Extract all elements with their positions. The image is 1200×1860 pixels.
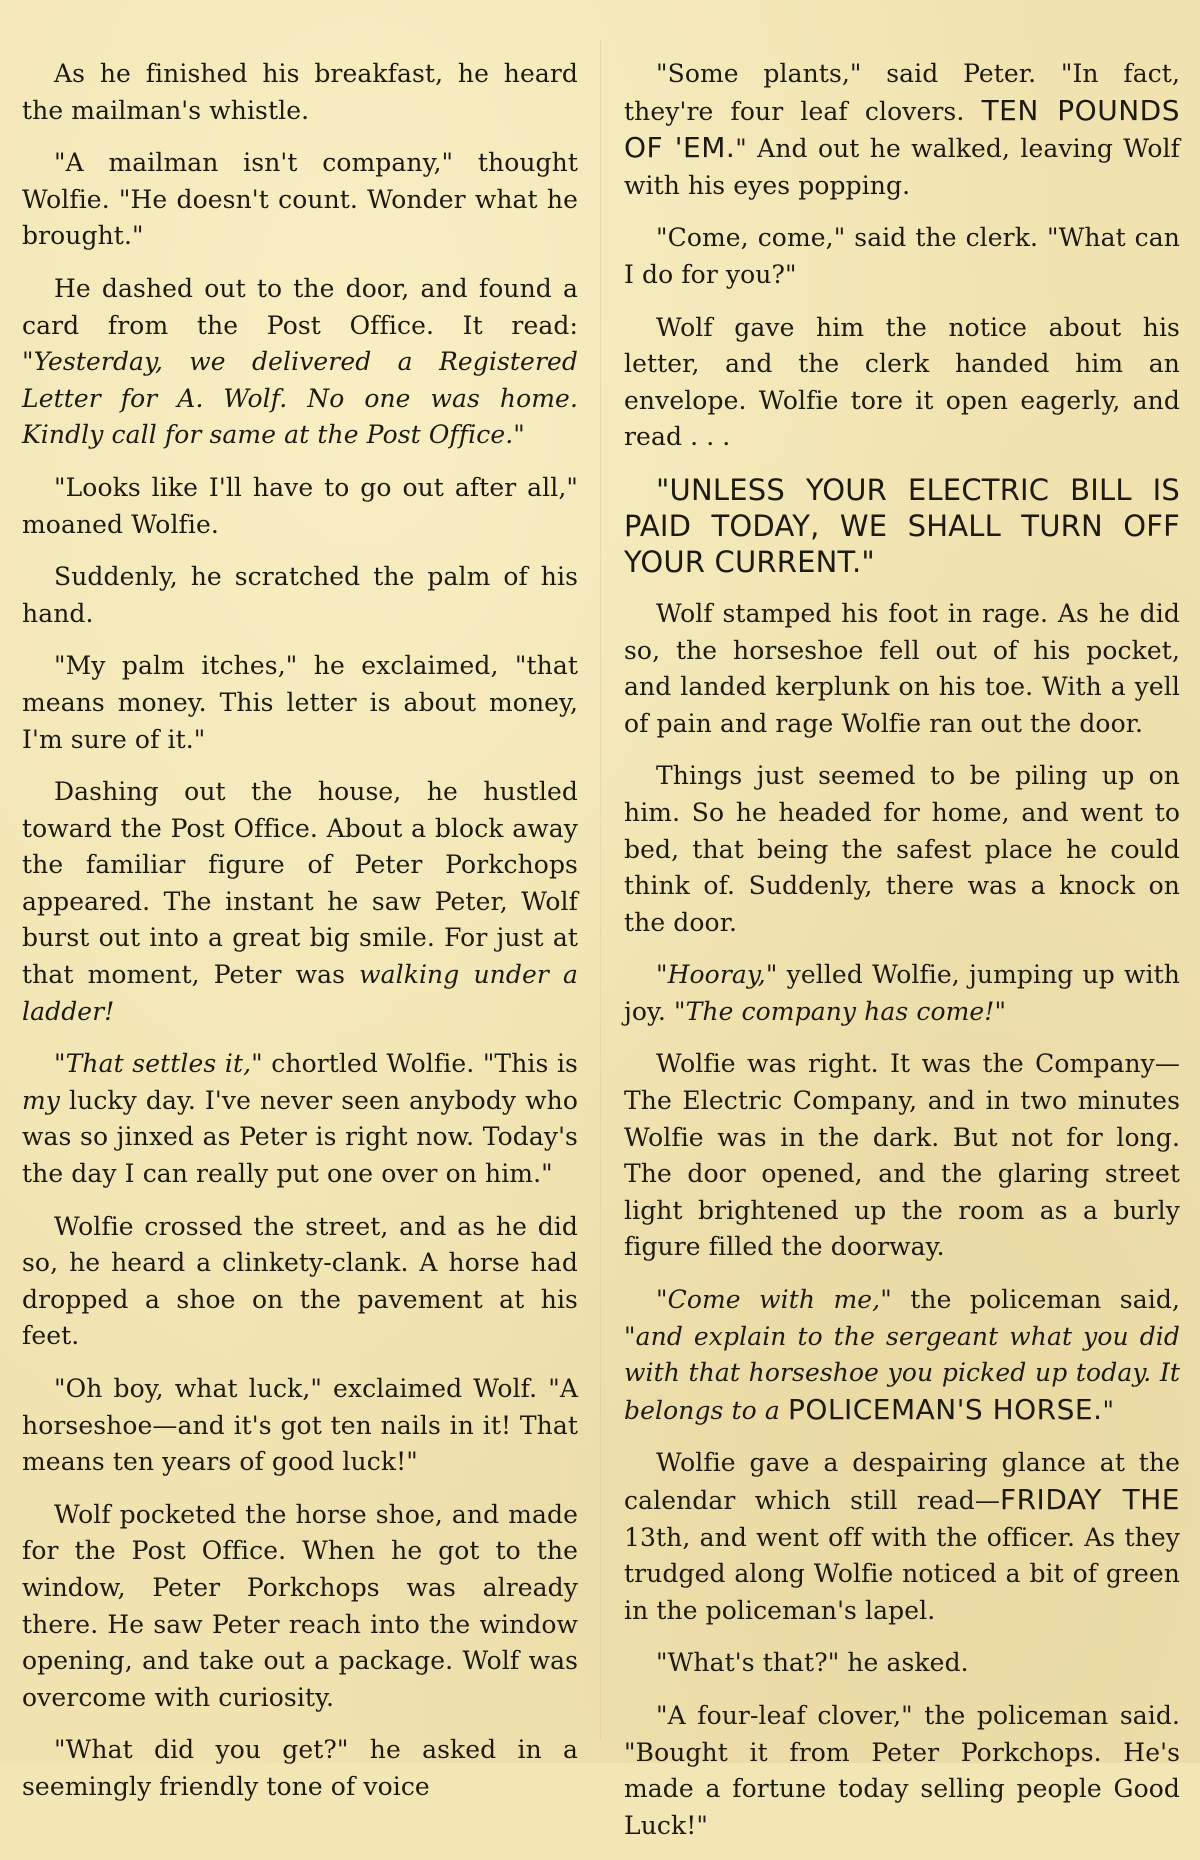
left-column-paragraph — [22, 1209, 578, 1355]
italic-text: That settles it, — [65, 1049, 252, 1079]
right-column-paragraph — [624, 1645, 1180, 1682]
italic-text: Yesterday, we delivered a Registered Letter for A. Wolf. No one was home. Kindly call for same at the Post Office. — [22, 347, 578, 450]
paragraph-text: "Some plants," said Peter. "In fact, they're four leaf clovers. — [624, 59, 1180, 126]
paragraph-text: " — [513, 420, 525, 450]
paragraph-text: " And out he walked, leaving Wolf with his eyes popping. — [624, 134, 1180, 200]
column-gutter — [600, 40, 601, 1740]
left-column-paragraph — [22, 1497, 578, 1717]
paragraph-text: lucky day. I've never seen anybody who was so jinxed as Peter is right now. Today's the day I can really put one over on him." — [22, 1085, 578, 1189]
paragraph-text: Things just seemed to be piling up on him. So he headed for home, and went to bed, that being the safest place he could think of. Suddenly, there was a knock on the door. — [624, 761, 1180, 937]
paragraph-text: 13th, and went off with the officer. As they trudged along Wolfie noticed a bit of green in the policeman's lapel. — [624, 1522, 1180, 1625]
left-column-paragraph — [22, 271, 578, 454]
italic-text: Come with me, — [667, 1285, 881, 1315]
paragraph-text: "A four-leaf clover," the policeman said. "Bought it from Peter Porkchops. He's made a fortune today selling people Good Luck!" — [624, 1700, 1180, 1840]
paragraph-text: "Oh boy, what luck," exclaimed Wolf. "A horseshoe—and it's got ten nails in it! That means ten years of good luck!" — [22, 1374, 578, 1477]
italic-text: The company has come! — [685, 996, 995, 1026]
right-column-paragraph — [624, 1445, 1180, 1629]
paragraph-text: Wolf pocketed the horse shoe, and made for the Post Office. When he got to the window, Peter Porkchops was already there. He saw Peter reach into the window opening, and take out a package. Wolf was overcome with curiosity. — [22, 1499, 578, 1712]
paragraph-text: Wolf stamped his foot in rage. As he did so, the horseshoe fell out of his pocket, and landed kerplunk on his toe. With a yell of pain and rage Wolfie ran out the door. — [624, 598, 1180, 738]
right-column-paragraph — [624, 596, 1180, 742]
paragraph-text: He dashed out to the door, and found a card from the Post Office. It read: " — [22, 273, 578, 377]
caps-text: FRIDAY THE — [1000, 1483, 1180, 1516]
paragraph-text: Wolfie crossed the street, and as he did so, he heard a clinkety-clank. A horse had dropped a shoe on the pavement at his feet. — [22, 1211, 578, 1351]
paragraph-text: Dashing out the house, he hustled toward the Post Office. About a block away the familiar figure of Peter Porkchops appeared. The instant he saw Peter, Wolf burst out into a great big smile. For just at that moment, Peter was — [22, 777, 578, 990]
italic-text: my — [22, 1085, 61, 1115]
left-column-paragraph — [22, 1732, 578, 1805]
left-column — [22, 56, 578, 1822]
right-column-paragraph — [624, 1282, 1180, 1429]
paragraph-text: "A mailman isn't company," thought Wolfie. "He doesn't count. Wonder what he brought." — [22, 148, 578, 251]
paragraph-text: "What did you get?" he asked in a seemingly friendly tone of voice — [22, 1735, 578, 1801]
caps-text: POLICEMAN'S HORSE. — [787, 1392, 1103, 1426]
paragraph-text: As he finished his breakfast, he heard the mailman's whistle. — [22, 59, 578, 125]
italic-text: walking under a ladder! — [22, 960, 578, 1026]
paragraph-text: " the policeman said, " — [624, 1285, 1180, 1351]
left-column-paragraph — [22, 774, 578, 1030]
paragraph-text: "Looks like I'll have to go out after all," moaned Wolfie. — [22, 472, 578, 539]
caps-text: TEN POUNDS OF 'EM. — [624, 93, 1180, 165]
paragraph-text: Wolfie gave a despairing glance at the calendar which still read— — [624, 1448, 1180, 1515]
paragraph-text — [780, 1396, 788, 1425]
paragraph-text: " — [54, 1049, 66, 1079]
paragraph-text: " — [1102, 1395, 1115, 1425]
paragraph-text: Wolfie was right. It was the Company—The Electric Company, and in two minutes Wolfie was in the dark. But not for long. The door opened, and the glaring street light brightened up the room as a burly figure filled the doorway. — [624, 1049, 1180, 1262]
paragraph-text: "Come, come," said the clerk. "What can I do for you?" — [624, 223, 1180, 289]
paragraph-text: "UNLESS YOUR ELECTRIC BILL IS PAID TODAY, WE SHALL TURN OFF YOUR CURRENT." — [624, 472, 1180, 579]
left-column-paragraph — [22, 648, 578, 758]
right-column-paragraph — [624, 1698, 1180, 1844]
left-column-paragraph — [22, 1371, 578, 1481]
left-column-paragraph — [22, 56, 578, 129]
right-column — [624, 56, 1180, 1860]
paragraph-text: " yelled Wolfie, jumping up with joy. " — [624, 960, 1180, 1026]
right-column-paragraph — [624, 1046, 1180, 1266]
paragraph-text: Suddenly, he scratched the palm of his hand. — [22, 562, 578, 628]
left-column-paragraph — [22, 559, 578, 632]
right-column-paragraph — [624, 758, 1180, 941]
paragraph-text: "What's that?" he asked. — [656, 1648, 969, 1678]
right-column-paragraph — [624, 310, 1180, 456]
right-column-paragraph — [624, 56, 1180, 204]
paragraph-text: " chortled Wolfie. "This is — [251, 1049, 578, 1079]
left-column-paragraph — [22, 1046, 578, 1192]
right-column-paragraph — [624, 220, 1180, 293]
paragraph-text: " — [994, 996, 1007, 1026]
italic-text: Hooray, — [667, 960, 766, 990]
paragraph-text: " — [656, 960, 668, 990]
paragraph-text: Wolf gave him the notice about his letter, and the clerk handed him an envelope. Wolfie tore it open eagerly, and read . . . — [624, 312, 1180, 452]
italic-text: and explain to the sergeant what you did with that horseshoe you picked up today. It belongs to a — [624, 1321, 1180, 1425]
left-column-paragraph — [22, 145, 578, 255]
right-column-paragraph — [624, 472, 1180, 580]
paragraph-text: "My palm itches," he exclaimed, "that means money. This letter is about money, I'm sure of it." — [22, 651, 578, 754]
paragraph-text: " — [656, 1285, 668, 1315]
left-column-paragraph — [22, 470, 578, 543]
right-column-paragraph — [624, 957, 1180, 1030]
